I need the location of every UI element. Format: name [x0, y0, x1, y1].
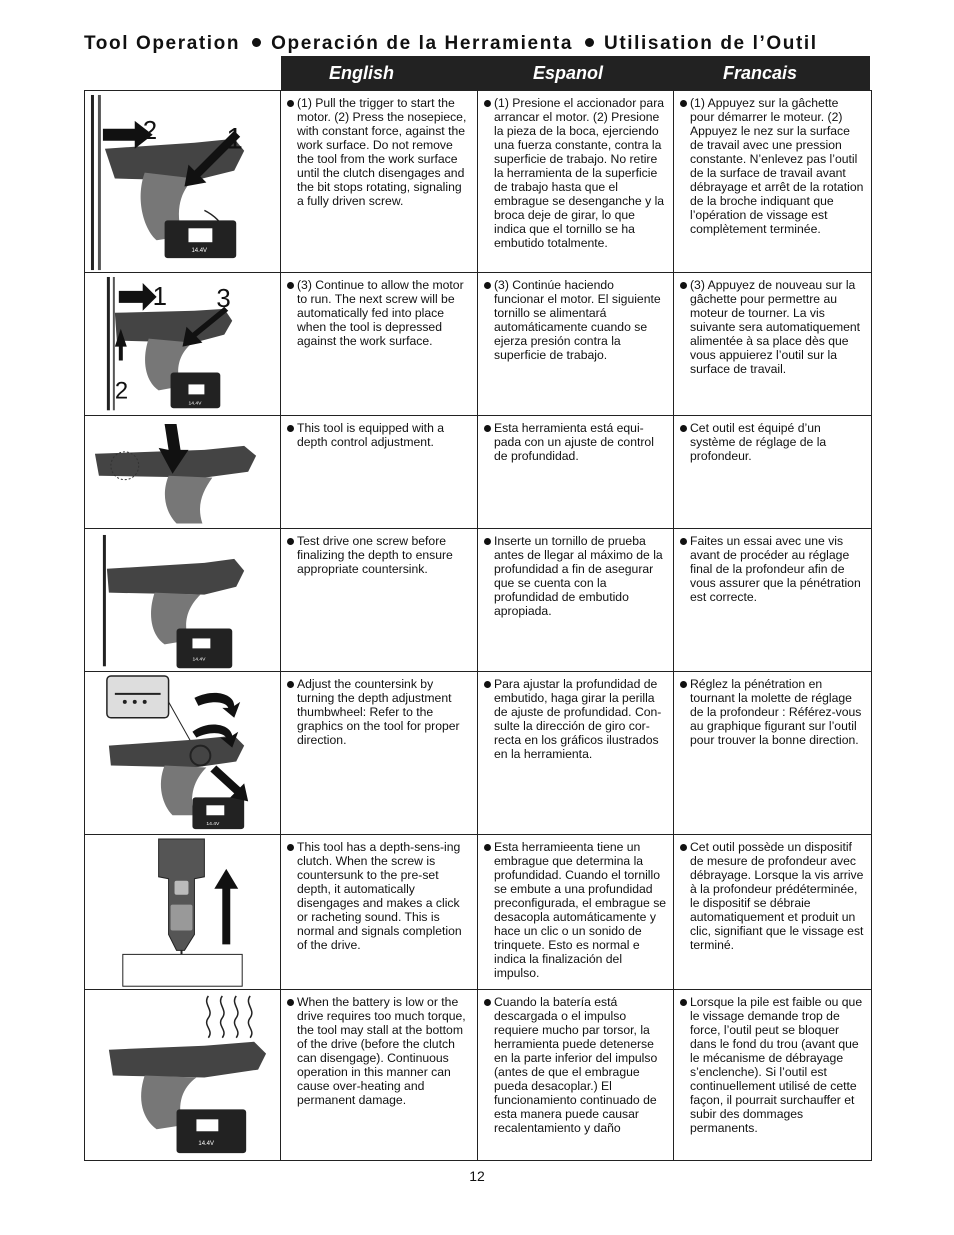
- depth-clutch-illustration: [85, 835, 280, 989]
- instruction-text: This tool has a depth-sens-ing clutch. When the screw is countersunk to the pre-set depth, it automatically disengages and makes a click or racheting sound. This is normal and signals completion of the drive.: [281, 835, 477, 956]
- overheating-illustration: [85, 990, 280, 1159]
- instruction-text: Lorsque la pile est faible ou que le vissage demande trop de force, l’outil peut se bloquer dans le fond du trou (avant que le mécanisme de débrayage s’enclenche). Si l’outil est continuellement utilisé de cette façon, il pourrait surchauffer et subir des dommages permanents.: [674, 990, 871, 1139]
- column-header-french: Francais: [723, 63, 798, 83]
- text-cell-english: [281, 990, 478, 1160]
- battery-voltage-label: 14.4V: [191, 248, 208, 255]
- step-number-3: 3: [216, 284, 231, 313]
- column-header-english: English: [329, 63, 395, 83]
- instruction-text: When the battery is low or the drive requires too much torque, the tool may stall at the bottom of the drive (before the clutch can disengage). Continuous operation in this manner can cause over-heating and permanent damage.: [281, 990, 477, 1111]
- table-row: [85, 528, 872, 671]
- text-cell-french: [674, 990, 872, 1160]
- drill-feed-illustration: [85, 273, 280, 415]
- text-cell-english: [281, 273, 478, 416]
- instruction-text: (1) Presione el accionador para arrancar el motor. (2) Presione la pieza de la boca, ejerciendo una fuerza constante, contra la superficie de trabajo. No retire la herramienta de la superficie de trabajo hasta que el embrague se desenganche y la broca deje de girar, lo que indica que el tornillo se ha embutido totalmente.: [478, 91, 673, 254]
- text-cell-spanish: [478, 990, 674, 1160]
- table-row: [85, 835, 872, 990]
- battery-voltage-label: 14.4V: [206, 822, 220, 828]
- instruction-table: [84, 90, 872, 1161]
- instruction-text: (3) Appuyez de nouveau sur la gâchette pour permettre au moteur de tourner. La vis suivante sera automatiquement alimentée à sa place dès que vous appuierez l’outil sur la surface de travail.: [674, 273, 871, 380]
- text-cell-french: [674, 528, 872, 671]
- illustration-cell: [85, 91, 281, 273]
- step-number-1: 1: [152, 282, 168, 311]
- test-drive-illustration: [85, 529, 280, 671]
- instruction-text: Test drive one screw before finalizing the depth to ensure appropriate countersink.: [281, 529, 477, 580]
- instruction-text: Cuando la batería está descargada o el impulso requiere mucho par torsor, la herramienta puede detenerse en la parte inferior del impulso (antes de que el embrague pueda desacoplar.) El funcionamiento continuado de esta manera puede causar recalentamiento y daño: [478, 990, 673, 1139]
- title-french: Utilisation de l’Outil: [604, 33, 818, 54]
- step-number-2: 2: [142, 116, 158, 145]
- instruction-text: Réglez la pénétration en tournant la molette de réglage de la profondeur : Référez-vous au graphique figurant sur l’outil pour trouver la bonne direction.: [674, 672, 871, 751]
- illustration-cell: [85, 990, 281, 1160]
- step-number-2: 2: [114, 377, 129, 405]
- thumbwheel-adjustment-illustration: [85, 672, 280, 834]
- step-number-1: 1: [226, 122, 243, 156]
- instruction-text: Cet outil possède un dispositif de mesure de profondeur avec débrayage. Lorsque la vis arrive à la profondeur prédéterminée, le dispositif se débraie automatiquement et produit un clic, signifiant que le vissage est terminé.: [674, 835, 871, 956]
- text-cell-spanish: [478, 416, 674, 528]
- bullet-icon: [585, 38, 594, 47]
- instruction-text: (1) Appuyez sur la gâchette pour démarrer le moteur. (2) Appuyez le nez sur la surface de travail avec une pression constante. N’enlevez pas l’outil de la surface de travail avant débrayage et arrêt de la rotation de la broche indiquant que l’opération de vissage est complètement terminée.: [674, 91, 871, 240]
- instruction-text: (1) Pull the trigger to start the motor. (2) Press the nosepiece, with constant force, against the work surface. Do not remove the tool from the work surface until the clutch disengages and the bit stops rotating, signaling a fully driven screw.: [281, 91, 477, 212]
- instruction-text: Inserte un tornillo de prueba antes de llegar al máximo de la profundidad a fin de asegurar que se cuenta con la profundidad de embutido apropiada.: [478, 529, 673, 622]
- bullet-icon: [252, 38, 261, 47]
- instruction-text: Cet outil est équipé d’un système de réglage de la profondeur.: [674, 416, 871, 467]
- instruction-text: Faites un essai avec une vis avant de procéder au réglage final de la profondeur afin de vous assurer que la pénétration est correcte.: [674, 529, 871, 608]
- text-cell-french: [674, 835, 872, 990]
- language-header-bar: [281, 56, 870, 90]
- depth-control-illustration: [85, 416, 280, 527]
- illustration-cell: [85, 273, 281, 416]
- page-number: 12: [469, 1168, 485, 1184]
- instruction-text: Para ajustar la profundidad de embutido, haga girar la perilla de ajuste de profundidad. Con-sulte la dirección de giro cor-recta en los gráficos ilustrados en la herramienta.: [478, 672, 673, 765]
- text-cell-english: [281, 835, 478, 990]
- instruction-text: (3) Continue to allow the motor to run. The next screw will be automatically fed into place when the tool is depressed against the work surface.: [281, 273, 477, 352]
- table-row: [85, 672, 872, 835]
- text-cell-french: [674, 91, 872, 273]
- instruction-text: Adjust the countersink by turning the depth adjustment thumbwheel: Refer to the graphics on the tool for proper direction.: [281, 672, 477, 751]
- text-cell-spanish: [478, 91, 674, 273]
- instruction-text: Esta herramieenta tiene un embrague que determina la profundidad. Cuando el tornillo se embute a una profundidad preconfigurada, el embrague se desacopla automáticamente y hace un clic o un sonido de trinquete. Esto es normal e indica la finalización del impulso.: [478, 835, 673, 984]
- table-row: [85, 416, 872, 528]
- column-header-spanish: Espanol: [533, 63, 604, 83]
- table-row: [85, 91, 872, 273]
- text-cell-french: [674, 672, 872, 835]
- drill-press-illustration: [85, 91, 280, 272]
- battery-voltage-label: 14.4V: [188, 401, 202, 407]
- text-cell-spanish: [478, 672, 674, 835]
- illustration-cell: [85, 416, 281, 528]
- table-row: [85, 273, 872, 416]
- title-spanish: Operación de la Herramienta: [271, 33, 574, 54]
- instruction-text: (3) Continúe haciendo funcionar el motor. El siguiente tornillo se alimentará automáticamente cuando se ejerza presión contra la superficie de trabajo.: [478, 273, 673, 366]
- text-cell-french: [674, 273, 872, 416]
- illustration-cell: [85, 835, 281, 990]
- title-english: Tool Operation: [84, 33, 241, 54]
- illustration-cell: [85, 672, 281, 835]
- text-cell-english: [281, 416, 478, 528]
- text-cell-spanish: [478, 273, 674, 416]
- illustration-cell: [85, 528, 281, 671]
- text-cell-english: [281, 672, 478, 835]
- instruction-text: This tool is equipped with a depth control adjustment.: [281, 416, 477, 453]
- text-cell-french: [674, 416, 872, 528]
- text-cell-english: [281, 528, 478, 671]
- battery-voltage-label: 14.4V: [198, 1141, 214, 1148]
- text-cell-spanish: [478, 835, 674, 990]
- page-title: [84, 33, 874, 55]
- table-row: [85, 990, 872, 1160]
- text-cell-english: [281, 91, 478, 273]
- text-cell-spanish: [478, 528, 674, 671]
- instruction-text: Esta herramienta está equi-pada con un ajuste de control de profundidad.: [478, 416, 673, 467]
- battery-voltage-label: 14.4V: [192, 657, 206, 663]
